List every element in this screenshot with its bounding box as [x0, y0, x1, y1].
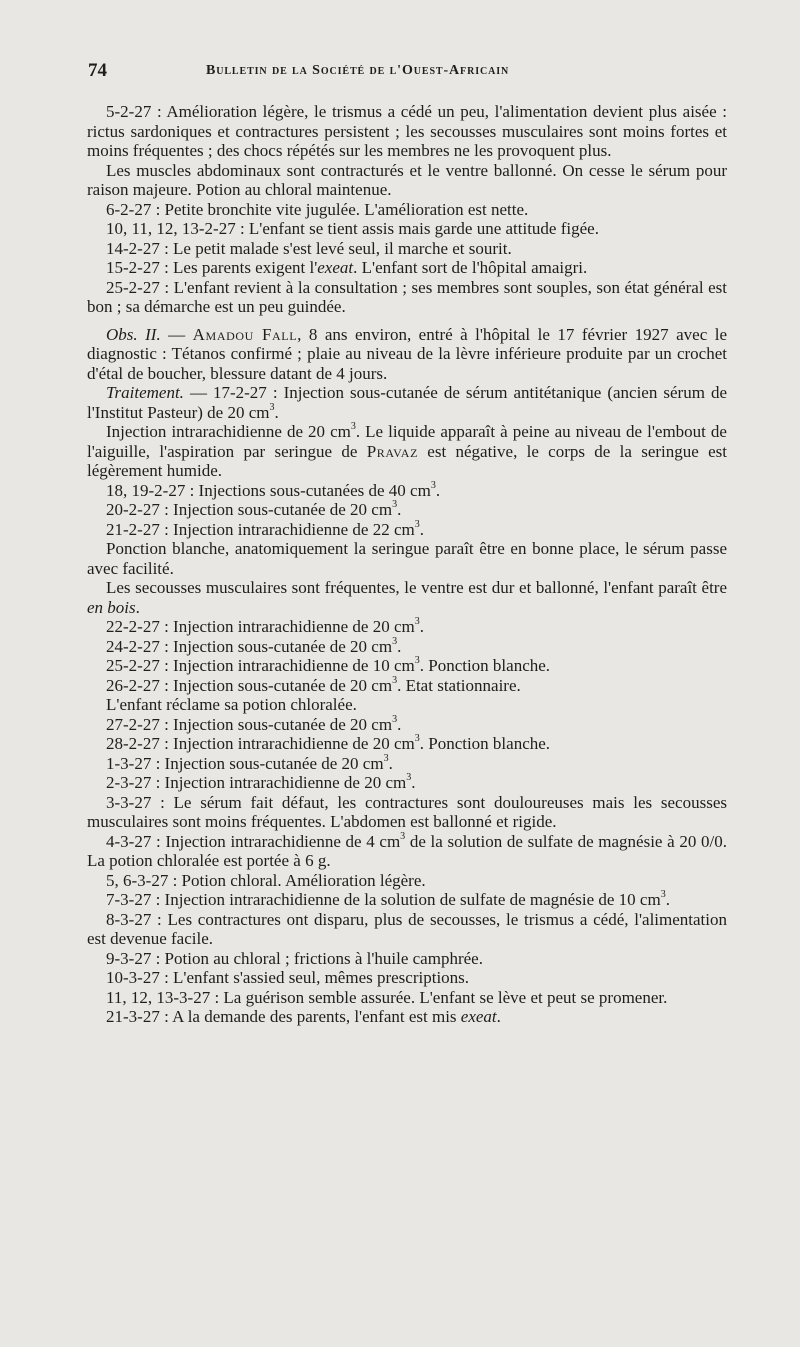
- paragraph: 20-2-27 : Injection sous-cutanée de 20 $cm^3$.: [106, 499, 402, 519]
- paragraph: 2-3-27 : Injection intrarachidienne de 20 $cm^3$.: [106, 772, 416, 792]
- paragraph: 7-3-27 : Injection intrarachidienne de la solution de sulfate de magnésie de 10 $cm^3$.: [106, 889, 670, 909]
- paragraph: 1-3-27 : Injection sous-cutanée de 20 $cm^3$.: [106, 752, 393, 773]
- paragraph: 6-2-27 : Petite bronchite vite jugulée. L'amélioration est nette.: [106, 199, 529, 219]
- paragraph: 4-3-27 : Injection intrarachidienne de 4 $cm^3$ de la solution de sulfate de magnésie à 20 0/0. La potion chloralée est portée à 6 g.: [87, 830, 727, 870]
- paragraph: 26-2-27 : Injection sous-cutanée de 20 $cm^3$. Etat stationnaire.: [106, 674, 521, 695]
- body-text: [87, 102, 727, 1027]
- running-title: Bulletin de la Société de l'Ouest-Africain: [206, 63, 510, 78]
- paragraph: 21-2-27 : Injection intrarachidienne de 22 $cm^3$.: [106, 518, 424, 539]
- paragraph: 5-2-27 : Amélioration légère, le trismus a cédé un peu, l'alimentation devient plus aisée : rictus sardoniques et contractures persistent ; les secousses musculaires sont moins fortes et moins fréquentes ; des chocs répétés sur les membres ne les provoquent plus.: [87, 102, 727, 160]
- page-number: 74: [88, 60, 107, 81]
- paragraph: 22-2-27 : Injection intrarachidienne de 20 $cm^3$.: [106, 616, 424, 636]
- paragraph: 10-3-27 : L'enfant s'assied seul, mêmes prescriptions.: [106, 968, 470, 987]
- paragraph: 5, 6-3-27 : Potion chloral. Amélioration légère.: [106, 870, 426, 890]
- paragraph: 8-3-27 : Les contractures ont disparu, plus de secousses, le trismus a cédé, l'alimentation est devenue facile.: [87, 909, 727, 948]
- paragraph: L'enfant réclame sa potion chloralée.: [106, 695, 357, 714]
- paragraph: 14-2-27 : Le petit malade s'est levé seul, il marche et sourit.: [106, 238, 512, 258]
- paragraph: 24-2-27 : Injection sous-cutanée de 20 $cm^3$.: [106, 635, 402, 656]
- observation-heading: Obs. II. — Amadou Fall, 8 ans environ, entré à l'hôpital le 17 février 1927 avec le diagnostic : Tétanos confirmé ; plaie au niveau de la lèvre inférieure produite par un crochet d'étal de boucher, blessure datant de 4 jours.: [87, 324, 728, 383]
- paragraph: 21-3-27 : A la demande des parents, l'enfant est mis exeat.: [106, 1007, 501, 1026]
- paragraph: 3-3-27 : Le sérum fait défaut, les contractures sont douloureuses mais les secousses musculaires sont moins fréquentes. L'abdomen est ballonné et rigide.: [87, 792, 727, 831]
- paragraph: 11, 12, 13-3-27 : La guérison semble assurée. L'enfant se lève et peut se promener.: [106, 987, 668, 1007]
- paragraph: Les secousses musculaires sont fréquentes, le ventre est dur et ballonné, l'enfant paraît être en bois.: [87, 578, 727, 617]
- paragraph: Les muscles abdominaux sont contracturés et le ventre ballonné. On cesse le sérum pour raison majeure. Potion au chloral maintenue.: [87, 160, 727, 199]
- page-header: [88, 60, 712, 86]
- paragraph: 18, 19-2-27 : Injections sous-cutanées de 40 $cm^3$.: [106, 479, 441, 500]
- paragraph: 28-2-27 : Injection intrarachidienne de 20 $cm^3$. Ponction blanche.: [106, 733, 551, 753]
- paragraph: 25-2-27 : Injection intrarachidienne de 10 $cm^3$. Ponction blanche.: [106, 655, 551, 675]
- paragraph: 25-2-27 : L'enfant revient à la consultation ; ses membres sont souples, son état général est bon ; sa démarche est un peu guindée.: [87, 277, 727, 316]
- paragraph: Traitement. — 17-2-27 : Injection sous-cutanée de sérum antitétanique (ancien sérum de l'Institut Pasteur) de 20 $cm^3$.: [87, 383, 727, 422]
- paragraph: 15-2-27 : Les parents exigent l'exeat. L'enfant sort de l'hôpital amaigri.: [106, 258, 588, 277]
- paragraph: 27-2-27 : Injection sous-cutanée de 20 $cm^3$.: [106, 713, 402, 734]
- paragraph: Ponction blanche, anatomiquement la seringue paraît être en bonne place, le sérum passe avec facilité.: [87, 539, 727, 578]
- paragraph: 10, 11, 12, 13-2-27 : L'enfant se tient assis mais garde une attitude figée.: [106, 219, 599, 238]
- paragraph: 9-3-27 : Potion au chloral ; frictions à l'huile camphrée.: [106, 948, 483, 968]
- paragraph: Injection intrarachidienne de 20 $cm^3$. Le liquide apparaît à peine au niveau de l'embout de l'aiguille, l'aspiration par seringue de Pravaz est négative, le corps de la seringue est légèrement humide.: [87, 421, 728, 480]
